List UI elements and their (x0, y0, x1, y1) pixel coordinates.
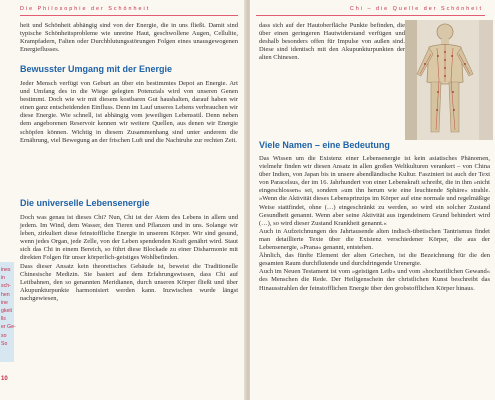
paragraph: dass sich auf der Hautoberfläche Punkte befinden, die über einen geringeren Hautwiderstand verfügen und deshalb besonders offen für Impulse von außen sind. Diese sind identisch mit den Akupunkturpunkten der alten Chinesen. (259, 22, 405, 62)
paragraph: Das Wissen um die Existenz einer Lebensenergie ist kein asiatisches Phänomen, vielmehr finden wir diesen Ansatz in allen großen Weltkulturen verankert – von China über Indien, von Japan bis in unsere abendländische Kultur. Fasziniert ist auch der Text von Paracelsus, der im 16. Jahrhundert von einer Lebenskraft schreibt, die in ihm »nicht eingeschlossen« sei, sondern »um ihn herum wie eine leuchtende Sphäre« strahle. »Wenn die Aktivität dieses Lebensprinzips im Körper auf eine normale und regelmäßige Weise stattfindet, ohne (…) eingeschränkt zu werden, so wird ein solcher Zustand Gesundheit genannt. Wenn aber seine Aktivität aus irgendeinem Grund behindert wird (…), so wird dieser Zustand Krankheit genannt.« (259, 155, 490, 227)
side-line: sch- (1, 283, 11, 290)
right-section-text (259, 155, 490, 293)
page-number: 10 (1, 376, 8, 382)
paragraph: Jeder Mensch verfügt von Geburt an über ein bestimmtes Depot an Energie. Art und Umfang des in die Wiege gelegten Potenzials wird von unseren Genen bestimmt. Doch wie wir mit diesem kostbaren Gut haushalten, darauf haben wir einen ganz entscheidenden Einfluss. Denn im Lauf unseres Lebens verbrauchen wir diese Energie. Wie schnell, ist abhängig vom jeweiligen Lebensstil. Denn neben dem angeborenen Reservoir kennen wir weitere Quellen, aus denen wir Energie schöpfen können. Wichtig in diesem Zusammenhang sind unter anderem die Ernährung, viel Bewegung an der frischen Luft und die Nachtruhe zur rechten Zeit. (20, 80, 238, 144)
left-section-2-text (20, 214, 238, 303)
paragraph: Auch in Aufzeichnungen des Jahrtausende alten indisch-tibetischen Tantrismus findet man detaillierte Texte über die Existenz verschiedener Körper, die aus der Lebensenergie, »Prana« genannt, entstehen. (259, 227, 490, 252)
side-line: lls (1, 316, 6, 323)
running-head-left: Die Philosophie der Schönheit (20, 6, 151, 12)
running-head-right: Chi – die Quelle der Schönheit (349, 6, 483, 12)
paragraph: Auch im Neuen Testament ist vom »geistigen Leib« und vom »hochzeitlichen Gewand« des Menschen die Rede. Der Heiligenschein der christlichen Kunst beschreibt das Hinausstrahlen der feinstofflichen Energie über den grobstofflichen Körper hinaus. (259, 268, 490, 292)
header-rule-left (20, 15, 238, 16)
right-intro-text (259, 22, 405, 62)
left-section-1-text (20, 80, 238, 145)
side-line: So (1, 340, 8, 347)
left-page (0, 0, 246, 400)
header-rule-right (256, 15, 485, 16)
acupuncture-figure-illustration (405, 20, 493, 140)
paragraph: Dass dieser Ansatz kein theoretisches Gebäude ist, beweist die Traditionelle Chinesische Medizin. Sie basiert auf dem Erfahrungswissen, dass Chi auf Leitbahnen, den so genannten Meridianen, durch unseren Körper fließt und über Akupunkturpunkte harmonisiert werden kann. Inzwischen wurde längst nachgewiesen, (20, 262, 238, 302)
acupuncture-figure-image (405, 20, 493, 140)
side-line: ines (1, 267, 11, 273)
side-line: er Ge- (1, 324, 16, 331)
section-heading: Viele Namen – eine Bedeutung (259, 140, 390, 150)
left-intro-text (20, 22, 238, 54)
side-line: in (1, 275, 6, 282)
side-line: gkeit (1, 308, 12, 315)
paragraph: Ähnlich, das fünfte Element der alten Griechen, ist die Bezeichnung für die den gesamten Raum durchflutende und durchdringende Urenergie. (259, 252, 490, 268)
section-heading: Bewusster Umgang mit der Energie (20, 64, 173, 74)
side-line: hen (1, 291, 10, 298)
side-line: ine (1, 299, 8, 306)
paragraph: heit und Schönheit abhängig sind von der Energie, die in uns fließt. Damit sind typische Schönheitsprobleme wie unreine Haut, geschwollene Augen, Cellulite, Krampfadern, Falten oder Durchblutungsstörungen Folgen eines unausgewogenen Energieflusses. (20, 22, 238, 54)
side-panel-text (1, 266, 16, 348)
paragraph: Doch was genau ist dieses Chi? Nun, Chi ist der Atem des Lebens in allem und jedem. Im Wind, dem Wasser, den Tieren und Pflanzen und in uns. Solange wir leben, zirkuliert diese feinstoffliche Energie in unserem Körper. Wir sind gesund, wenn jedes Organ, jede Zelle, von der Leben spendenden Kraft genährt wird. Staut sich das Chi in einem Bereich, so führt diese Blockade zu einer Disharmonie mit direkten Folgen für unser körperlich-geistiges Wohlbefinden. (20, 214, 238, 262)
section-heading: Die universelle Lebensenergie (20, 198, 150, 208)
side-line: so (1, 332, 7, 339)
